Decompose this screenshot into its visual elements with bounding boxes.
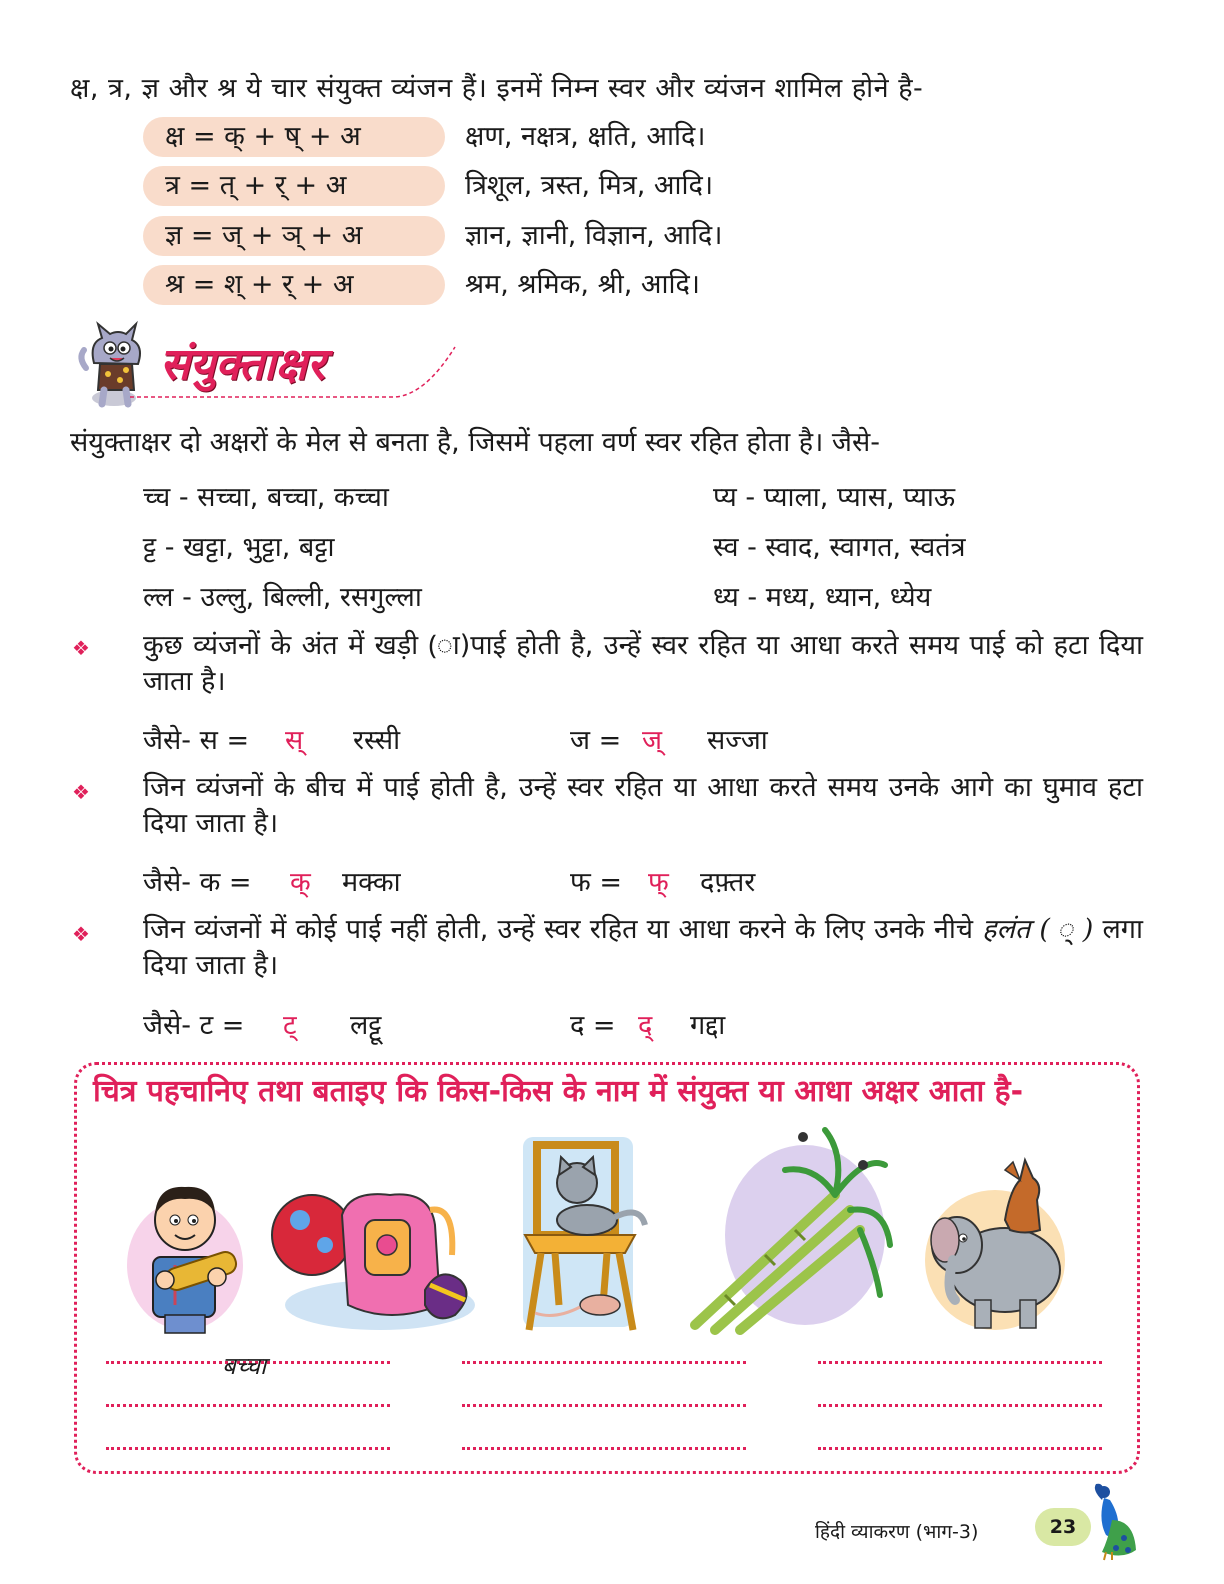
chair-cat-rat-picture: [515, 1135, 655, 1335]
examples-gya: ज्ञान, ज्ञानी, विज्ञान, आदि।: [465, 220, 723, 251]
answer-line[interactable]: [462, 1357, 746, 1364]
answer-line[interactable]: [462, 1400, 746, 1407]
heading-underline: [125, 345, 465, 405]
rule-1-text: कुछ व्यंजनों के अंत में खड़ी (ा)पाई होती है, उन्हें स्वर रहित या आधा करते समय पाई को हटा दिया जाता है।: [143, 630, 1143, 697]
page-number: 23: [1035, 1508, 1091, 1546]
rule-2-example-label: जैसे- क =: [143, 867, 252, 898]
boy-with-corn-picture: [125, 1165, 243, 1335]
rule-3-text-before: जिन व्यंजनों में कोई पाई नहीं होती, उन्हें स्वर रहित या आधा करने के लिए उनके नीचे: [143, 914, 983, 945]
rule-2-half-2: फ्: [648, 867, 669, 898]
pair-right-1: प्य - प्याला, प्यास, प्याऊ: [713, 482, 956, 513]
sample-answer: बच्चा: [222, 1352, 267, 1380]
rule-2-half-1: क्: [290, 867, 311, 898]
rule-3-half-2: द्: [638, 1010, 653, 1041]
ball-bag-top-picture: [270, 1185, 480, 1335]
rule-1-word-2: सज्जा: [707, 725, 768, 756]
bullet-icon: ❖: [72, 922, 90, 946]
answer-line[interactable]: [462, 1443, 746, 1450]
footer-book-title: हिंदी व्याकरण (भाग-3): [815, 1521, 979, 1543]
intro-text: क्ष, त्र, ज्ञ और श्र ये चार संयुक्त व्यंजन हैं। इनमें निम्न स्वर और व्यंजन शामिल होने है-: [70, 73, 924, 104]
answer-line[interactable]: [106, 1443, 390, 1450]
pair-left-2: ट्ट - खट्टा, भुट्टा, बट्टा: [143, 532, 335, 563]
rule-3-half-1: ट्: [283, 1010, 297, 1041]
examples-ksha: क्षण, नक्षत्र, क्षति, आदि।: [465, 121, 706, 152]
rule-1-example-label: जैसे- स =: [143, 725, 250, 756]
answer-line[interactable]: [106, 1400, 390, 1407]
rule-2-text: जिन व्यंजनों के बीच में पाई होती है, उन्हें स्वर रहित या आधा करते समय उनके आगे का घुमाव हटा दिया जाता है।: [143, 772, 1143, 839]
peacock-icon: [1082, 1480, 1138, 1562]
sugarcane-picture: [685, 1125, 895, 1335]
rule-1-half-1: स्: [285, 725, 304, 756]
elephant-fox-picture: [925, 1140, 1070, 1335]
rule-1-word-1: रस्सी: [353, 725, 401, 756]
rule-3-text-after: लगा दिया जाता है।: [143, 914, 1143, 981]
formula-ksha: क्ष = क् + ष् + अ: [143, 117, 445, 157]
rule-3-example-label-2: द =: [570, 1010, 616, 1041]
rule-2-word-1: मक्का: [342, 867, 401, 898]
rule-2-example-label-2: फ =: [570, 867, 623, 898]
bullet-icon: ❖: [72, 636, 90, 660]
rule-3-word-2: गद्दा: [690, 1010, 726, 1041]
formula-tra: त्र = त् + र् + अ: [143, 166, 445, 206]
pair-left-3: ल्ल - उल्लु, बिल्ली, रसगुल्ला: [143, 582, 422, 613]
bullet-icon: ❖: [72, 780, 90, 804]
answer-line[interactable]: [818, 1400, 1102, 1407]
formula-gya: ज्ञ = ज् + ञ् + अ: [143, 216, 445, 256]
pair-right-2: स्व - स्वाद, स्वागत, स्वतंत्र: [713, 532, 966, 563]
activity-title: चित्र पहचानिए तथा बताइए कि किस-किस के नाम में संयुक्त या आधा अक्षर आता है-: [93, 1074, 1024, 1109]
rule-3-word-1: लट्टू: [350, 1010, 382, 1041]
examples-tra: त्रिशूल, त्रस्त, मित्र, आदि।: [465, 170, 714, 201]
answer-line[interactable]: [818, 1357, 1102, 1364]
rule-1-example-label-2: ज =: [570, 725, 622, 756]
pair-right-3: ध्य - मध्य, ध्यान, ध्येय: [713, 582, 932, 613]
rule-1-half-2: ज्: [642, 725, 663, 756]
rule-3-text: [143, 912, 1143, 984]
section-title: संयुक्ताक्षर: [160, 339, 325, 390]
halant-term: हलंत ( ् ): [982, 914, 1094, 945]
formula-shra: श्र = श् + र् + अ: [143, 265, 445, 305]
examples-shra: श्रम, श्रमिक, श्री, आदि।: [465, 269, 701, 300]
rule-2-word-2: दफ़्तर: [700, 867, 756, 898]
pair-left-1: च्च - सच्चा, बच्चा, कच्चा: [143, 482, 389, 513]
rule-3-example-label: जैसे- ट =: [143, 1010, 245, 1041]
definition-text: संयुक्ताक्षर दो अक्षरों के मेल से बनता है, जिसमें पहला वर्ण स्वर रहित होता है। जैसे-: [70, 427, 880, 458]
answer-line[interactable]: [818, 1443, 1102, 1450]
